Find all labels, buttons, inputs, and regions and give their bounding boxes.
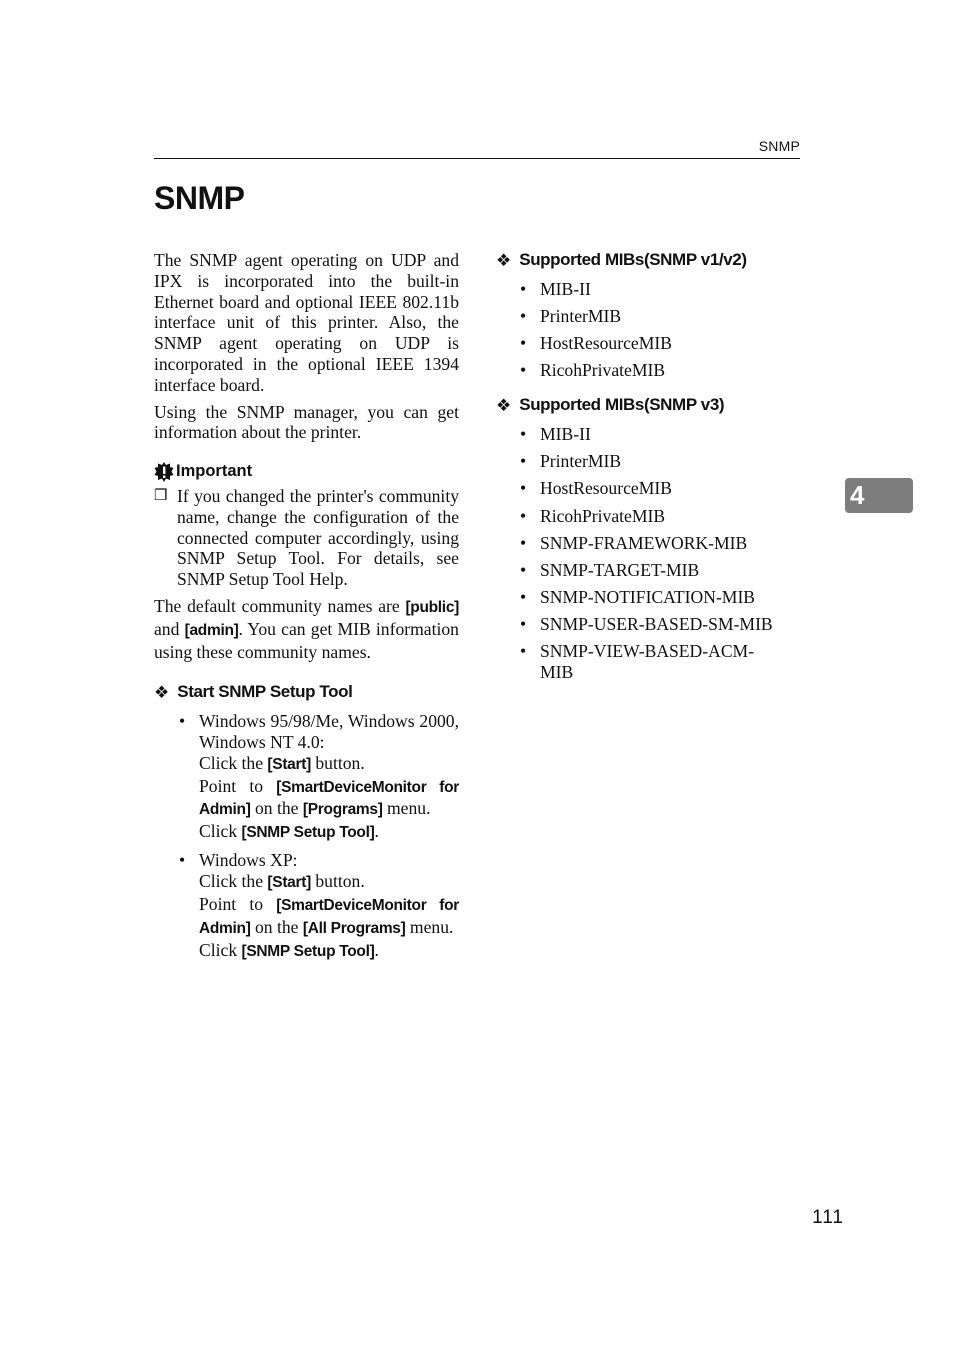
diamond-bullet-icon: ❖ [496, 396, 512, 416]
list-item: • PrinterMIB [518, 306, 796, 327]
mibs-v3-list [518, 424, 796, 683]
list-item: • SNMP-FRAMEWORK-MIB [518, 533, 796, 554]
start-tool-title: Start SNMP Setup Tool [177, 682, 353, 702]
list-item: • Windows XP: Click the [Start] button. Point to [SmartDeviceMonitor for Admin] on the [All Programs] menu. Click [SNMP Setup Tool]. [177, 850, 459, 962]
start-tool-steps [177, 711, 459, 962]
header-rule [154, 158, 800, 159]
page-title: SNMP [154, 180, 245, 216]
mibs-v3-heading [496, 395, 796, 416]
list-item: • SNMP-NOTIFICATION-MIB [518, 587, 796, 608]
right-column [496, 250, 796, 689]
list-item: • PrinterMIB [518, 451, 796, 472]
list-item: • MIB-II [518, 424, 796, 445]
important-label: Important [176, 462, 253, 481]
page-number: 111 [812, 1207, 844, 1228]
list-item: • SNMP-TARGET-MIB [518, 560, 796, 581]
chapter-number: 4 [850, 480, 865, 510]
chapter-tab [845, 478, 913, 513]
keyword-public: [public] [405, 598, 459, 616]
intro-paragraph-2: Using the SNMP manager, you can get information about the printer. [154, 401, 459, 443]
important-note [154, 486, 459, 590]
community-paragraph: The default community names are [public] and [admin]. You can get MIB information using these community names. [154, 595, 459, 662]
intro-paragraph-1: The SNMP agent operating on UDP and IPX is incorporated into the built-in Ethernet board and optional IEEE 802.11b interface unit of this printer. Also, the SNMP agent operating on UDP is incorporated in the optional IEEE 1394 interface board. [154, 250, 459, 395]
mibs-v1v2-list [518, 279, 796, 381]
mibs-v3-title: Supported MIBs(SNMP v3) [519, 395, 725, 415]
left-column [154, 250, 459, 969]
list-item: • HostResourceMIB [518, 333, 796, 354]
list-item: • RicohPrivateMIB [518, 360, 796, 381]
mibs-v1v2-heading [496, 250, 796, 271]
list-item: • SNMP-USER-BASED-SM-MIB [518, 614, 796, 635]
list-item: • SNMP-VIEW-BASED-ACM-MIB [518, 641, 780, 683]
diamond-bullet-icon: ❖ [154, 683, 170, 703]
list-item: • Windows 95/98/Me, Windows 2000, Windows NT 4.0: Click the [Start] button. Point to [SmartDeviceMonitor for Admin] on the [Programs] menu. Click [SNMP Setup Tool]. [177, 711, 459, 844]
mibs-v1v2-title: Supported MIBs(SNMP v1/v2) [519, 250, 747, 269]
list-item: • RicohPrivateMIB [518, 506, 796, 527]
list-item: • HostResourceMIB [518, 478, 796, 499]
start-tool-heading [154, 682, 459, 703]
diamond-bullet-icon: ❖ [496, 250, 512, 270]
important-text: If you changed the printer's community name, change the configuration of the connected computer accordingly, using SNMP Setup Tool. For details, see SNMP Setup Tool Help. [177, 485, 459, 590]
list-item: • MIB-II [518, 279, 796, 300]
keyword-admin: [admin] [184, 621, 239, 639]
important-heading [154, 461, 459, 482]
checkbox-glyph-icon: ❒ [154, 487, 168, 504]
important-icon [154, 462, 174, 482]
running-header: SNMP [758, 138, 800, 154]
